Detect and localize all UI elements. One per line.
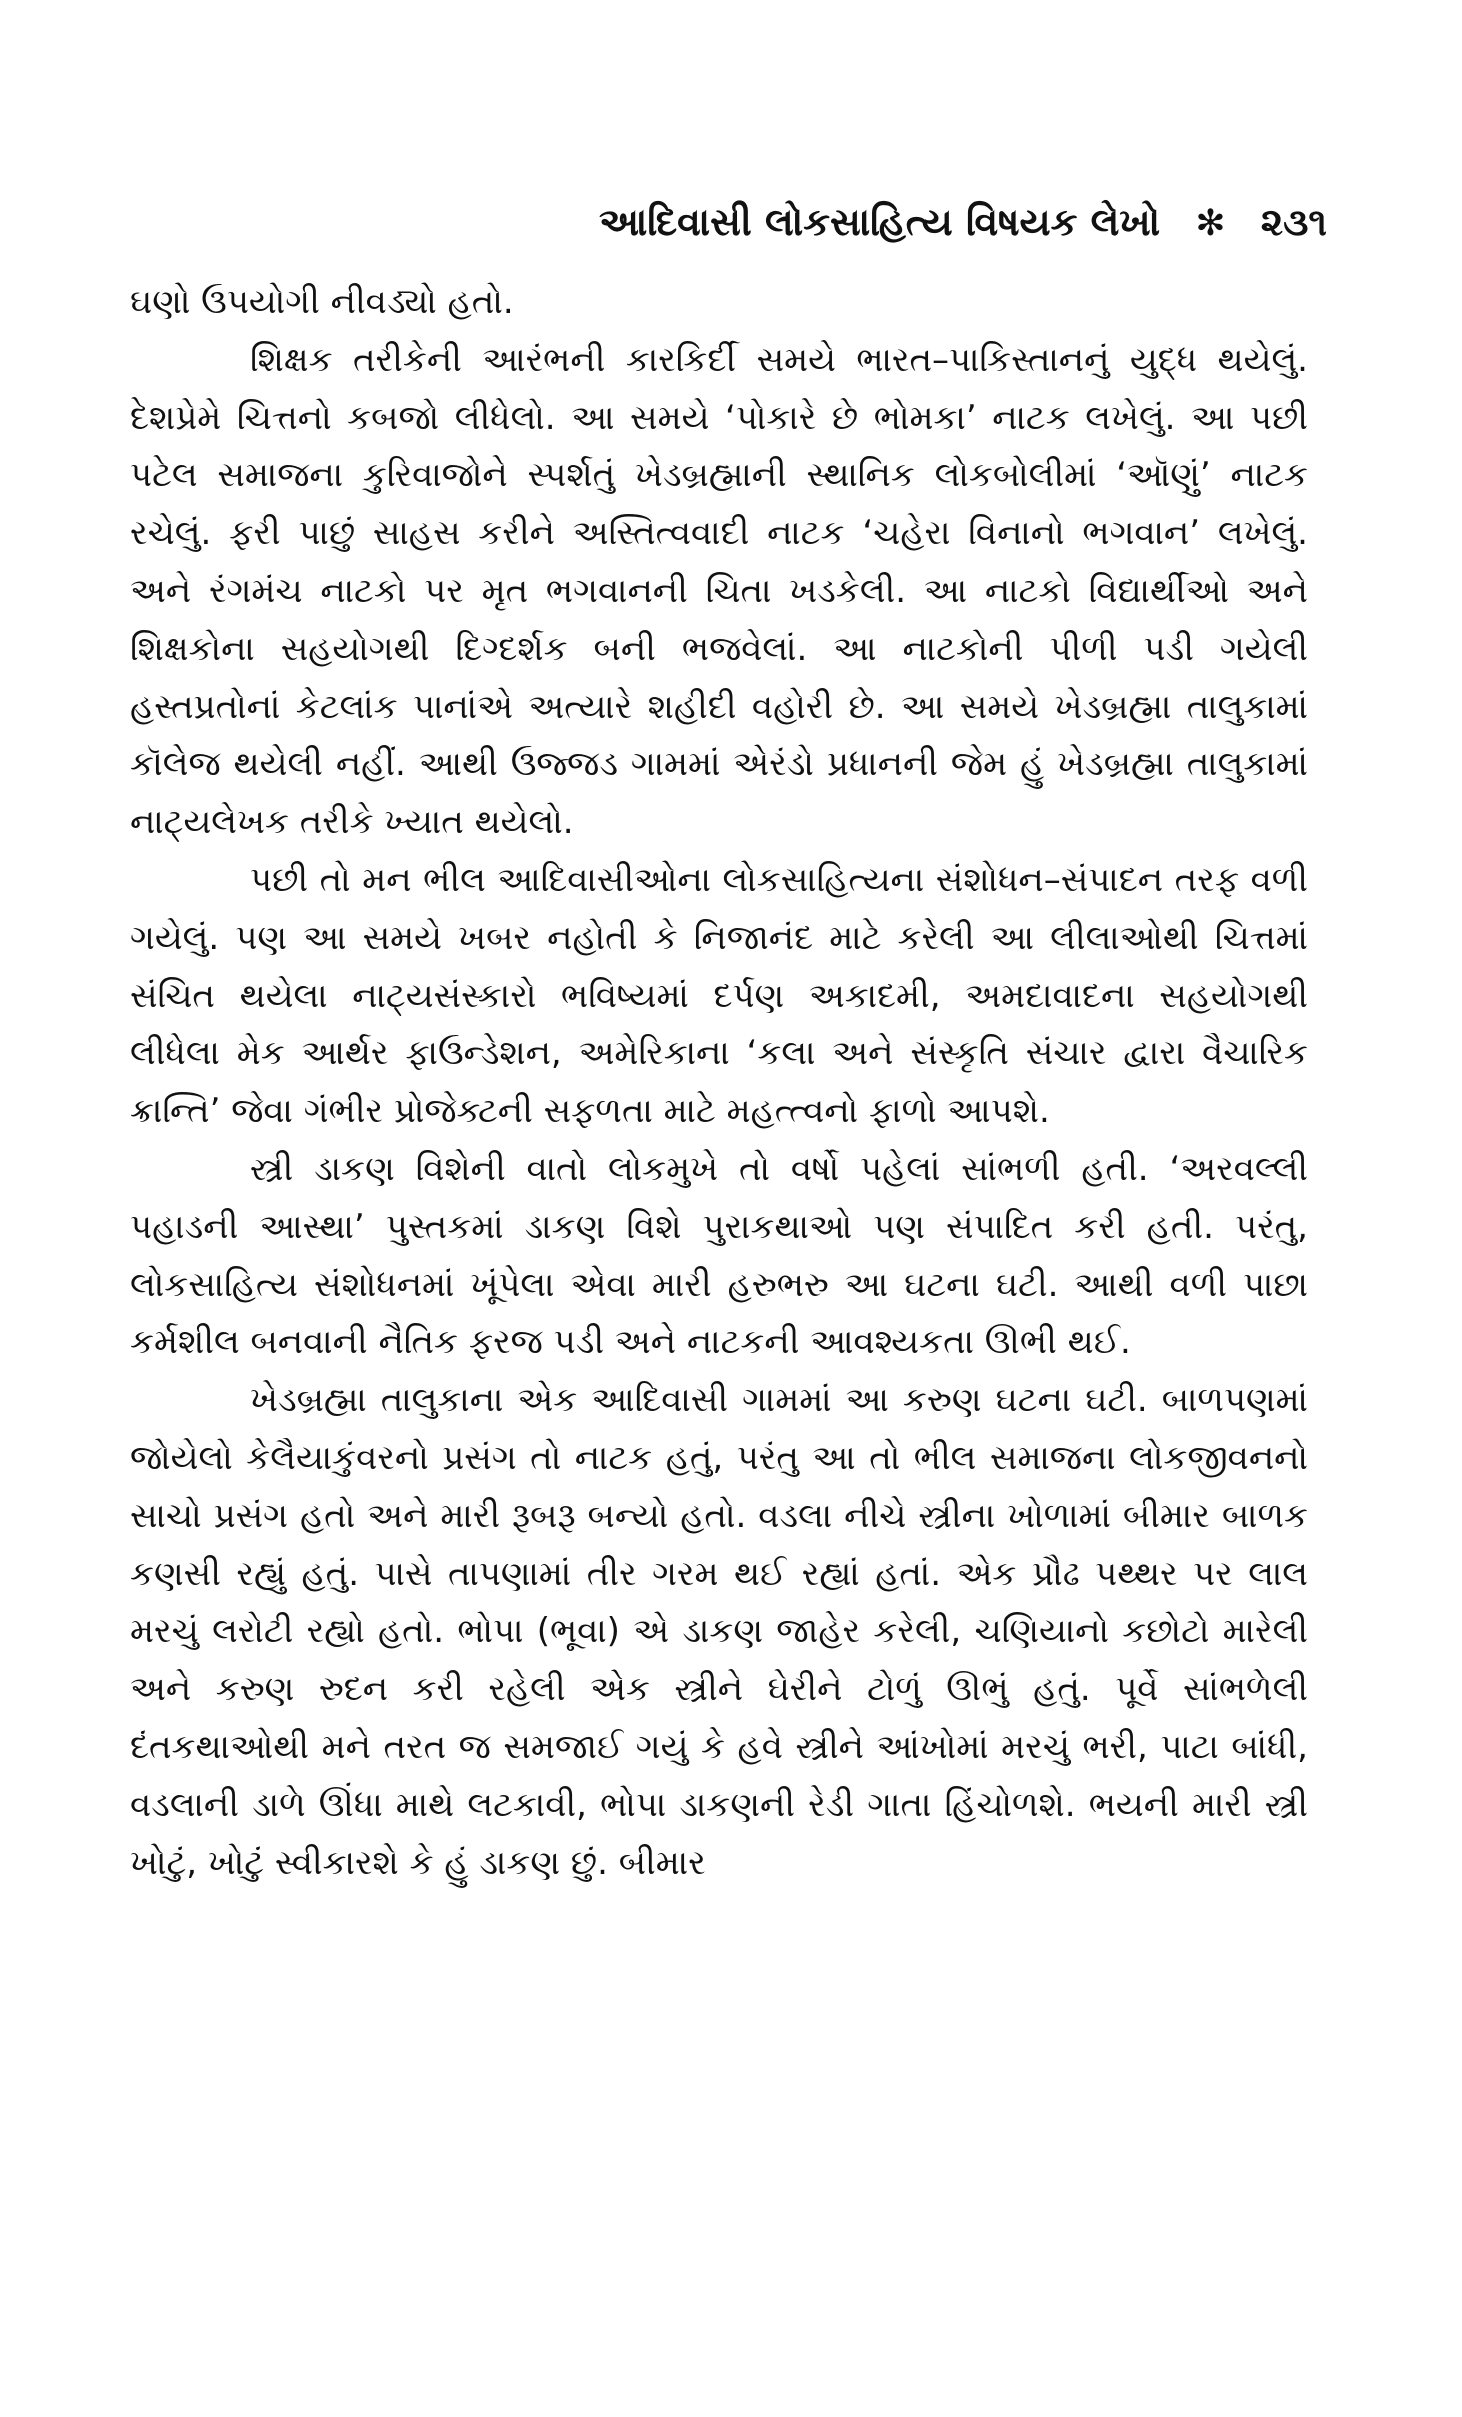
page-number: ૨૩૧ (1260, 200, 1327, 244)
paragraph: શિક્ષક તરીકેની આરંભની કારકિર્દી સમયે ભારત–પાકિસ્તાનનું યુદ્ધ થયેલું. દેશપ્રેમે ચિત્તનો કબજો લીધેલો. આ સમયે ‘પોકારે છે ભોમકા’ નાટક લખેલું. આ પછી પટેલ સમાજના કુરિવાજોને સ્પર્શતું ખેડબ્રહ્માની સ્થાનિક લોકબોલીમાં ‘ઑણું’ નાટક રચેલું. ફરી પાછું સાહસ કરીને અસ્તિત્વવાદી નાટક ‘ચહેરા વિનાનો ભગવાન’ લખેલું. અને રંગમંચ નાટકો પર મૃત ભગવાનની ચિતા ખડકેલી. આ નાટકો વિદ્યાર્થીઓ અને શિક્ષકોના સહયોગથી દિગ્દર્શક બની ભજવેલાં. આ નાટકોની પીળી પડી ગયેલી હસ્તપ્રતોનાં કેટલાંક પાનાંએ અત્યારે શહીદી વહોરી છે. આ સમયે ખેડબ્રહ્મા તાલુકામાં કૉલેજ થયેલી નહીં. આથી ઉજ્જડ ગામમાં એરંડો પ્રધાનની જેમ હું ખેડબ્રહ્મા તાલુકામાં નાટ્યલેખક તરીકે ખ્યાત થયેલો. (130, 339, 1308, 843)
paragraph: પછી તો મન ભીલ આદિવાસીઓના લોકસાહિત્યના સંશોધન–સંપાદન તરફ વળી ગયેલું. પણ આ સમયે ખબર નહોતી કે નિજાનંદ માટે કરેલી આ લીલાઓથી ચિત્તમાં સંચિત થયેલા નાટ્યસંસ્કારો ભવિષ્યમાં દર્પણ અકાદમી, અમદાવાદના સહયોગથી લીધેલા મેક આર્થર ફાઉન્ડેશન, અમેરિકાના ‘કલા અને સંસ્કૃતિ સંચાર દ્વારા વૈચારિક ક્રાન્તિ’ જેવા ગંભીર પ્રોજેક્ટની સફળતા માટે મહત્ત્વનો ફાળો આપશે. (130, 859, 1308, 1132)
running-head (599, 192, 1327, 254)
asterisk-separator-icon: ✻ (1195, 203, 1226, 244)
paragraph: ખેડબ્રહ્મા તાલુકાના એક આદિવાસી ગામમાં આ કરુણ ઘટના ઘટી. બાળપણમાં જોયેલો કેલૈયાકુંવરનો પ્રસંગ તો નાટક હતું, પરંતુ આ તો ભીલ સમાજના લોકજીવનનો સાચો પ્રસંગ હતો અને મારી રૂબરૂ બન્યો હતો. વડલા નીચે સ્ત્રીના ખોળામાં બીમાર બાળક કણસી રહ્યું હતું. પાસે તાપણામાં તીર ગરમ થઈ રહ્યાં હતાં. એક પ્રૌઢ પથ્થર પર લાલ મરચું લરોટી રહ્યો હતો. ભોપા (ભૂવા) એ ડાકણ જાહેર કરેલી, ચણિયાનો કછોટો મારેલી અને કરુણ રુદન કરી રહેલી એક સ્ત્રીને ઘેરીને ટોળું ઊભું હતું. પૂર્વે સાંભળેલી દંતકથાઓથી મને તરત જ સમજાઈ ગયું કે હવે સ્ત્રીને આંખોમાં મરચું ભરી, પાટા બાંધી, વડલાની ડાળે ઊંધા માથે લટકાવી, ભોપા ડાકણની રેડી ગાતા હિંચોળશે. ભયની મારી સ્ત્રી ખોટું, ખોટું સ્વીકારશે કે હું ડાકણ છું. બીમાર (130, 1380, 1308, 1883)
paragraph: સ્ત્રી ડાકણ વિશેની વાતો લોકમુખે તો વર્ષો પહેલાં સાંભળી હતી. ‘અરવલ્લી પહાડની આસ્થા’ પુસ્તકમાં ડાકણ વિશે પુરાકથાઓ પણ સંપાદિત કરી હતી. પરંતુ, લોકસાહિત્ય સંશોધનમાં ખૂંપેલા એવા મારી હરુભરુ આ ઘટના ઘટી. આથી વળી પાછા કર્મશીલ બનવાની નૈતિક ફરજ પડી અને નાટકની આવશ્યકતા ઊભી થઈ. (130, 1148, 1308, 1363)
paragraph-continuation: ઘણો ઉપયોગી નીવડ્યો હતો. (130, 282, 514, 322)
body-text (130, 274, 1308, 1892)
running-head-title: આદિવાસી લોકસાહિત્ય વિષયક લેખો (598, 200, 1161, 244)
